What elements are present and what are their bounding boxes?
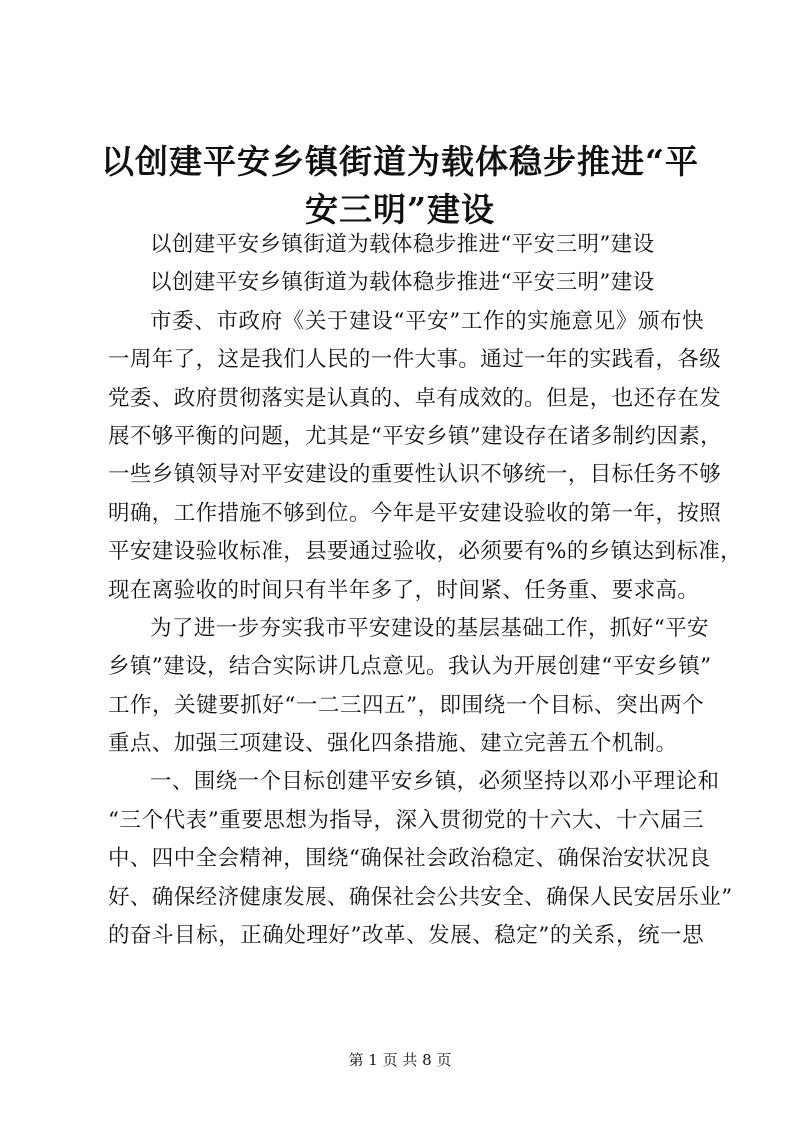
body-line: “三个代表”重要思想为指导，深入贯彻党的十六大、十六届三 [108, 807, 704, 833]
body-line: 乡镇”建设，结合实际讲几点意见。我认为开展创建“平安乡镇” [108, 654, 712, 680]
page-footer: 第 1 页 共 8 页 [348, 1051, 452, 1069]
body-line: 一些乡镇领导对平安建设的重要性认识不够统一，目标任务不够 [108, 462, 722, 488]
body-line: 的奋斗目标，正确处理好”改革、发展、稳定”的关系，统一思 [108, 923, 704, 949]
document-title: 以创建平安乡镇街道为载体稳步推进“平安三明”建设 [101, 142, 699, 229]
body-line: 以创建平安乡镇街道为载体稳步推进“平安三明”建设 [150, 270, 655, 296]
body-line: 重点、加强三项建设、强化四条措施、建立完善五个机制。 [108, 731, 678, 757]
body-line: 以创建平安乡镇街道为载体稳步推进“平安三明”建设 [150, 232, 655, 257]
body-line: 市委、市政府《关于建设“平安”工作的实施意见》颁布快 [150, 308, 704, 334]
body-line: 中、四中全会精神，围绕“确保社会政治稳定、确保治安状况良 [108, 846, 711, 872]
body-line: 工作，关键要抓好“一二三四五”，即围绕一个目标、突出两个 [108, 692, 704, 718]
body-line: 展不够平衡的问题，尤其是“平安乡镇”建设存在诸多制约因素， [108, 423, 723, 449]
document-body [108, 226, 743, 955]
body-line: 好、确保经济健康发展、确保社会公共安全、确保人民安居乐业” [108, 884, 733, 910]
body-line: 一周年了，这是我们人民的一件大事。通过一年的实践看，各级 [108, 347, 722, 373]
body-line: 明确，工作措施不够到位。今年是平安建设验收的第一年，按照 [108, 500, 722, 526]
body-line: 平安建设验收标准，县要通过验收，必须要有%的乡镇达到标准， [108, 539, 743, 565]
body-line: 现在离验收的时间只有半年多了，时间紧、任务重、要求高。 [108, 577, 700, 603]
body-line: 为了进一步夯实我市平安建设的基层基础工作，抓好“平安 [150, 615, 709, 641]
body-line: 一、围绕一个目标创建平安乡镇，必须坚持以邓小平理论和 [150, 769, 720, 795]
body-line: 党委、政府贯彻落实是认真的、卓有成效的。但是，也还存在发 [108, 385, 722, 411]
